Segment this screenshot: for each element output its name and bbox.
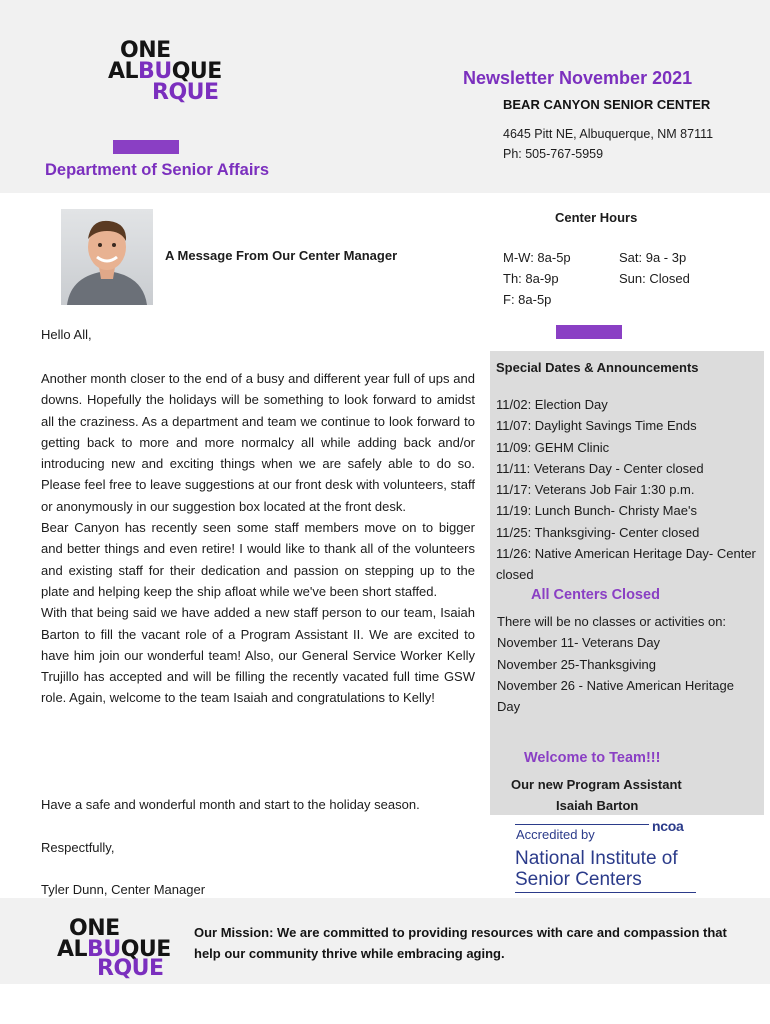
signature: Tyler Dunn, Center Manager: [41, 882, 206, 897]
closures-intro: There will be no classes or activities on:: [497, 614, 727, 629]
special-date-item: 11/09: GEHM Clinic: [496, 439, 610, 455]
special-date-item: 11/11: Veterans Day - Center closed: [496, 460, 704, 476]
closure-day: November 11- Veterans Day: [497, 635, 661, 651]
letter-paragraph: Bear Canyon has recently seen some staff members move on to bigger and better things and even retire! I would like to thank all of the volunteers and existing staff for their dedication and passion on stepping up to the plate and helping keep the ship afloat while we've been short staffed.: [41, 520, 475, 599]
accent-bar-top: [113, 140, 179, 154]
closure-day: November 25-Thanksgiving: [497, 656, 656, 672]
welcome-heading: Welcome to Team!!!: [524, 750, 661, 766]
mission-statement: Our Mission: We are committed to providing resources with care and compassion that help our community thrive while embracing aging.: [194, 925, 727, 961]
welcome-line-name: Isaiah Barton: [556, 798, 639, 813]
newsletter-title: Newsletter November 2021: [463, 68, 693, 88]
nisc-name: [515, 848, 678, 890]
special-date-item: 11/07: Daylight Savings Time Ends: [496, 418, 697, 434]
city-logo: ONE ALBUQUE RQUE: [108, 38, 222, 105]
special-date-item: 11/25: Thanksgiving- Center closed: [496, 524, 700, 540]
hours-entry: Th: 8a-9p: [503, 271, 559, 286]
accreditation-rule-top: [515, 824, 649, 825]
address-line: 4645 Pitt NE, Albuquerque, NM 87111: [503, 127, 714, 141]
letter-body: [41, 368, 475, 709]
center-name: BEAR CANYON SENIOR CENTER: [503, 97, 711, 112]
phone-line: Ph: 505-767-5959: [503, 147, 604, 161]
hours-entry: Sun: Closed: [619, 271, 690, 286]
welcome-line-role: Our new Program Assistant: [511, 777, 682, 792]
closure-day: November 26 - Native American Heritage Day: [497, 677, 734, 715]
letter-paragraph: Another month closer to the end of a busy and different year full of ups and downs. Hopefully the holidays will be something to look forward to amidst all the craziness. As a department and team we continue to look forward to getting back to more and more normalcy all while adding back and/or introducing new and exciting things when we are safely able to do so. Please feel free to leave suggestions at our front desk with volunteers, staff or anonymously in our suggestion box located at the front desk.: [41, 371, 475, 514]
special-dates-list: [496, 394, 762, 586]
special-date-item: 11/02: Election Day: [496, 397, 608, 412]
closing-line: Have a safe and wonderful month and start to the holiday season.: [41, 797, 420, 812]
announcements-heading: Special Dates & Announcements: [496, 360, 699, 375]
center-address: [503, 124, 713, 164]
ncoa-logo: ncoa: [652, 818, 684, 834]
signoff: Respectfully,: [41, 840, 115, 855]
greeting: Hello All,: [41, 327, 92, 342]
message-heading: A Message From Our Center Manager: [165, 248, 398, 263]
footer-city-logo: ONE ALBUQUE RQUE: [57, 916, 171, 981]
all-centers-closed-heading: All Centers Closed: [531, 587, 660, 603]
manager-photo: [61, 209, 153, 305]
accredited-by-label: Accredited by: [516, 827, 595, 842]
accent-bar-hours: [556, 325, 622, 339]
nisc-line: National Institute of: [515, 848, 678, 869]
special-date-item: 11/19: Lunch Bunch- Christy Mae's: [496, 503, 697, 519]
center-hours-title: Center Hours: [555, 210, 638, 225]
hours-weekday: [503, 247, 571, 310]
department-name: Department of Senior Affairs: [45, 161, 270, 179]
special-date-item: 11/17: Veterans Job Fair 1:30 p.m.: [496, 482, 695, 498]
hours-entry: M-W: 8a-5p: [503, 250, 571, 265]
nisc-line: Senior Centers: [515, 869, 642, 890]
special-date-item: 11/26: Native American Heritage Day- Center closed: [496, 546, 756, 583]
letter-paragraph: With that being said we have added a new staff person to our team, Isaiah Barton to fill the vacant role of a Program Assistant II. We are excited to have him join our wonderful team! Also, our General Service Worker Kelly Trujillo has accepted and will be filling the recently vacated full time GSW role. Again, welcome to the team Isaiah and congratulations to Kelly!: [41, 605, 475, 706]
hours-entry: F: 8a-5p: [503, 292, 552, 307]
hours-weekend: [619, 247, 690, 289]
hours-entry: Sat: 9a - 3p: [619, 250, 687, 265]
accreditation-rule-bottom: [515, 892, 696, 893]
closures-text: [497, 611, 757, 717]
